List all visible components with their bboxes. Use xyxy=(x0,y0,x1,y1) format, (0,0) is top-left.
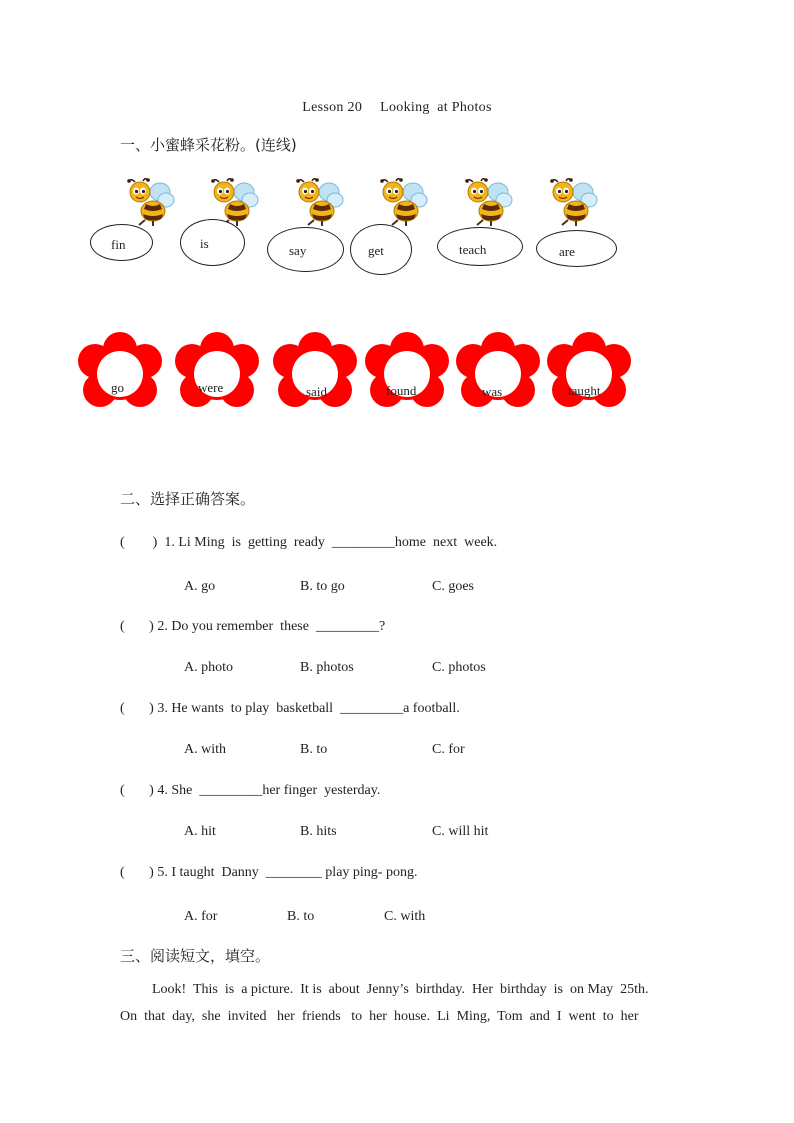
section1-heading: 一、小蜜蜂采花粉。(连线) xyxy=(120,136,297,154)
bee-word: teach xyxy=(459,242,487,257)
bee-icon xyxy=(546,178,598,228)
flower-word: said xyxy=(306,384,327,399)
flower-word: was xyxy=(482,384,503,399)
flower-word: found xyxy=(386,383,417,398)
flower-word: taught xyxy=(568,383,601,398)
bee-word-oval[interactable] xyxy=(90,224,153,261)
flower-icon xyxy=(75,332,165,412)
lesson-topic: Looking at Photos xyxy=(380,100,492,115)
option-a[interactable]: A. with xyxy=(184,742,226,757)
option-c[interactable]: C. for xyxy=(432,742,465,757)
flower-icon xyxy=(172,332,262,412)
flower-item[interactable] xyxy=(172,332,262,412)
flower-word: go xyxy=(111,380,124,395)
passage-line: On that day, she invited her friends to her house. Li Ming, Tom and I went to her xyxy=(120,1009,639,1024)
lesson-number: Lesson 20 xyxy=(302,100,363,115)
bee-icon xyxy=(123,178,175,228)
option-b[interactable]: B. to go xyxy=(300,579,345,594)
option-a[interactable]: A. photo xyxy=(184,660,233,675)
option-c[interactable]: C. photos xyxy=(432,660,486,675)
bee-word-oval[interactable] xyxy=(536,230,617,267)
question-3: ( ) 3. He wants to play basketball _________a football. xyxy=(120,701,460,716)
question-1: ( ) 1. Li Ming is getting ready _________home next week. xyxy=(120,535,498,550)
flower-item[interactable] xyxy=(544,332,634,412)
option-c[interactable]: C. goes xyxy=(432,579,474,594)
flower-item[interactable] xyxy=(362,332,452,412)
option-a[interactable]: A. go xyxy=(184,579,216,594)
option-a[interactable]: A. for xyxy=(184,909,218,924)
flower-icon xyxy=(453,332,543,412)
question-2: ( ) 2. Do you remember these _________? xyxy=(120,619,386,634)
flower-word: were xyxy=(198,380,224,395)
page-title xyxy=(0,100,794,116)
bee-word: get xyxy=(368,243,384,258)
flower-item[interactable] xyxy=(453,332,543,412)
bee-word: are xyxy=(559,244,575,259)
passage-line: Look! This is a picture. It is about Jenny’s birthday. Her birthday is on May 25th. xyxy=(152,982,649,997)
reading-passage xyxy=(120,976,672,1030)
bee-icon xyxy=(461,178,513,228)
bee-word: fin xyxy=(111,237,126,252)
flower-icon xyxy=(362,332,452,412)
option-c[interactable]: C. with xyxy=(384,909,426,924)
option-b[interactable]: B. to xyxy=(300,742,328,757)
bee-word: say xyxy=(289,243,307,258)
bee-icon xyxy=(292,178,344,228)
option-b[interactable]: B. to xyxy=(287,909,315,924)
bee-word: is xyxy=(200,236,209,251)
question-4: ( ) 4. She _________her finger yesterday. xyxy=(120,783,381,798)
bee-word-oval[interactable] xyxy=(180,219,245,266)
flower-icon xyxy=(270,332,360,412)
section2-heading: 二、选择正确答案。 xyxy=(120,490,256,508)
bee-icon xyxy=(376,178,428,228)
bee-word-oval[interactable] xyxy=(267,227,344,272)
option-b[interactable]: B. hits xyxy=(300,824,337,839)
flower-item[interactable] xyxy=(270,332,360,412)
flower-icon xyxy=(544,332,634,412)
question-5: ( ) 5. I taught Danny ________ play ping- pong. xyxy=(120,865,418,880)
option-b[interactable]: B. photos xyxy=(300,660,354,675)
bee-word-oval[interactable] xyxy=(437,227,523,266)
bee-word-oval[interactable] xyxy=(350,224,412,275)
option-a[interactable]: A. hit xyxy=(184,824,216,839)
section3-heading: 三、阅读短文，填空。 xyxy=(120,947,271,965)
option-c[interactable]: C. will hit xyxy=(432,824,489,839)
flower-item[interactable] xyxy=(75,332,165,412)
